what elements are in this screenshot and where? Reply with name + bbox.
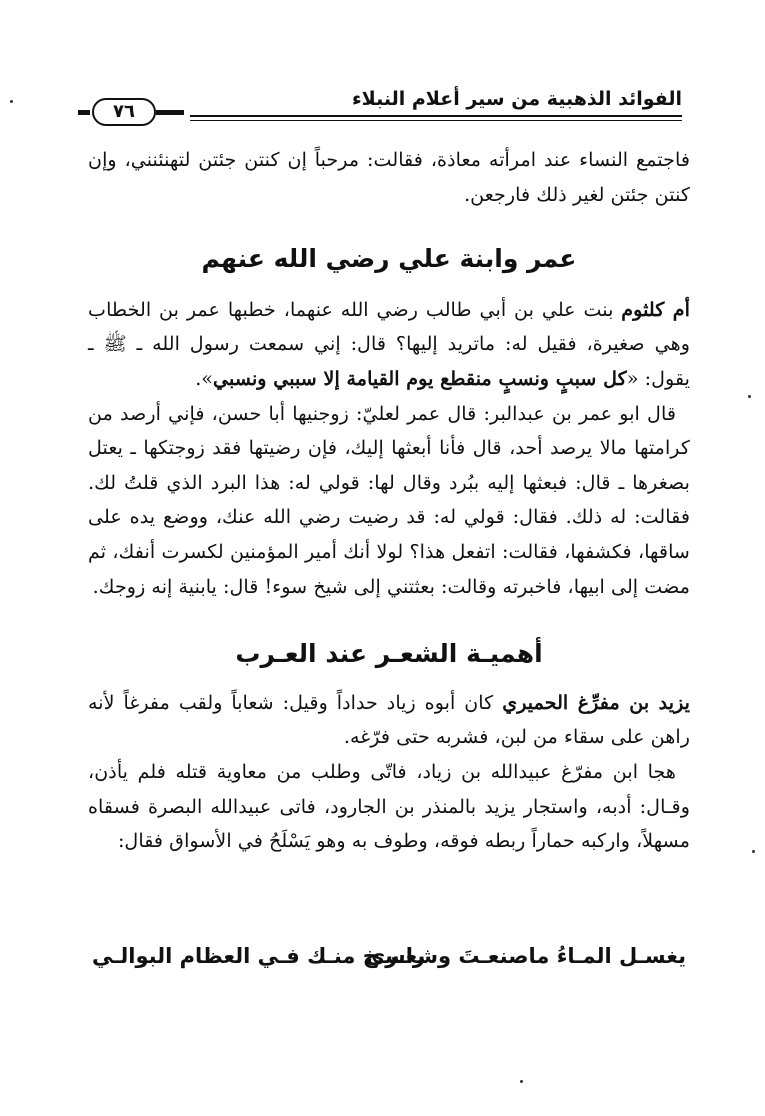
header-rule — [190, 115, 682, 117]
section-heading: أهميـة الشعـر عند العـرب — [235, 639, 543, 669]
verse-second-hemistich: راسـخ منـك فـي العظام البوالـي — [92, 944, 425, 968]
verse-first-hemistich: يغسـل المـاءُ ماصنعـتَ وشعـري — [366, 944, 686, 968]
paragraph — [88, 686, 690, 755]
page-number-dash-left — [78, 110, 90, 115]
scan-speck — [520, 1080, 523, 1083]
section-heading: عمر وابنة علي رضي الله عنهم — [201, 244, 577, 274]
running-header — [92, 88, 682, 132]
header-rule-thin — [190, 120, 682, 121]
scan-speck — [10, 100, 13, 103]
book-title: الفوائد الذهبية من سير أعلام النبلاء — [346, 88, 682, 110]
paragraph — [88, 293, 690, 397]
paragraph-lead: يزيد بن مفرِّغ الحميري — [502, 690, 690, 714]
hadith-quote: كل سببٍ ونسبٍ منقطع يوم القيامة إلا سببي ونسبي — [213, 366, 627, 390]
paragraph: قال ابو عمر بن عبدالبر: قال عمر لعليّ: زوجنيها أبا حسن، فإني أرصد من كرامتها مالا يرصد أحد، قال فأنا أبعثها إليك، فإن رضيتها فقد زوجتكها ـ يعتل بصغرها ـ قال: فبعثها إليه ببُرد وقال لها: قولي له: هذا البرد الذي قلتُ لك. فقالت: له ذلك. فقال: قولي له: قد رضيت رضي الله عنك، ووضع يده على ساقها، فكشفها، فقالت: اتفعل هذا؟ لولا أنك أمير المؤمنين لكسرت أنفك، ثم مضت إلى ابيها، فاخبرته وقالت: بعثتني إلى شيخ سوء! قال: يابنية إنه زوجك. — [88, 401, 690, 598]
paragraph: هجا ابن مفرّغ عبيدالله بن زياد، فاتّى وطلب من معاوية قتله فلم يأذن، وقـال: أدبه، واستجار يزيد بالمنذر بن الجارود، فاتى عبيدالله البصرة فسقاه مسهلاً، واركبه حماراً ربطه فوقه، وطوف به وهو يَسْلَحُ في الأسواق فقال: — [88, 759, 690, 853]
poetry-verse — [92, 944, 686, 980]
page-number-dash-right — [156, 110, 184, 115]
scan-speck — [752, 850, 755, 853]
paragraph-text: بنت علي بن أبي طالب رضي الله عنهما، خطبها عمر بن الخطاب وهي صغيرة، فقيل له: ماتريد إليها؟ قال: إني سمعت رسول الله ـ ﷺ ـ يقول: « — [88, 297, 690, 390]
page-number: ٧٦ — [92, 98, 156, 126]
paragraph: فاجتمع النساء عند امرأته معاذة، فقالت: مرحباً إن كنتن جئتن لتهنئنني، وإن كنتن جئتن لغير ذلك فارجعن. — [88, 148, 690, 206]
paragraph-lead: أم كلثوم — [621, 297, 690, 321]
paragraph-text: كان أبوه زياد حداداً وقيل: شعاباً ولقب مفرغاً لأنه راهن على سقاء من لبن، فشربه حتى فرّغه. — [88, 690, 690, 749]
scan-speck — [748, 395, 751, 398]
paragraph-text-end: ». — [195, 366, 214, 390]
page-body — [88, 143, 690, 859]
